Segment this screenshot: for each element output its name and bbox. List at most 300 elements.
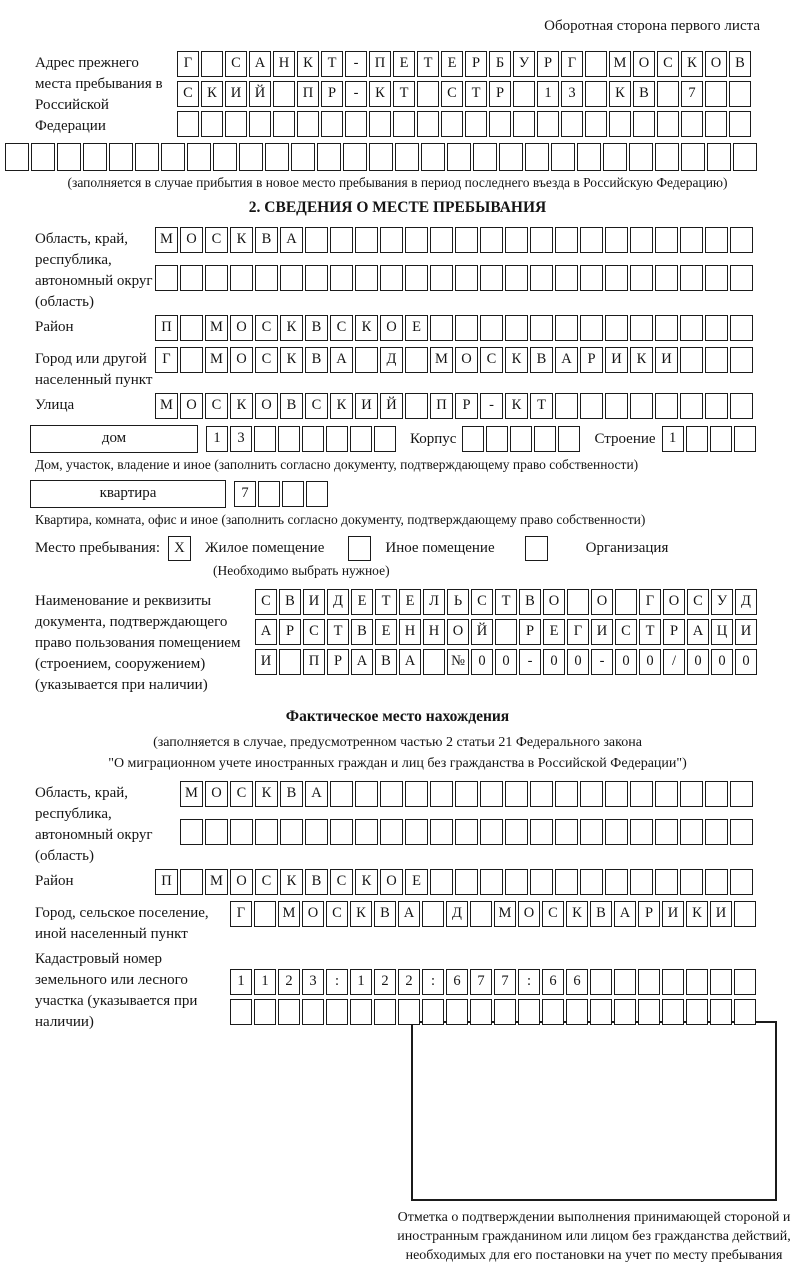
korpus-cells	[462, 426, 582, 452]
region-label: Область, край, республика, автономный округ (область)	[35, 231, 153, 310]
char-cell: А	[351, 649, 373, 675]
char-cell: П	[303, 649, 325, 675]
char-cell: М	[205, 869, 228, 895]
char-cell	[705, 227, 728, 253]
char-cell: О	[380, 869, 403, 895]
house-caption: Дом, участок, владение и иное (заполнить согласно документу, подтверждающему право собственности)	[35, 457, 639, 472]
actual-region-field	[35, 781, 760, 867]
char-cell: Н	[423, 619, 445, 645]
char-cell: 1	[254, 969, 276, 995]
char-cell	[489, 111, 511, 137]
char-cell	[705, 81, 727, 107]
char-cell	[505, 265, 528, 291]
char-cell: М	[494, 901, 516, 927]
char-cell	[734, 901, 756, 927]
char-cell: Д	[380, 347, 403, 373]
char-cell	[555, 227, 578, 253]
document-field	[35, 589, 760, 696]
char-cell: Н	[273, 51, 295, 77]
char-cell: В	[279, 589, 301, 615]
char-cell: В	[519, 589, 541, 615]
char-cell	[655, 393, 678, 419]
char-cell	[518, 999, 540, 1025]
char-cell	[686, 999, 708, 1025]
char-cell: 6	[566, 969, 588, 995]
char-cell	[633, 111, 655, 137]
char-cell	[614, 969, 636, 995]
char-cell: Р	[327, 649, 349, 675]
char-cell: О	[705, 51, 727, 77]
char-cell	[580, 227, 603, 253]
char-cell	[177, 111, 199, 137]
char-cell: -	[591, 649, 613, 675]
char-cell	[680, 265, 703, 291]
char-cell	[255, 819, 278, 845]
char-cell: В	[374, 901, 396, 927]
char-cell	[135, 143, 159, 171]
char-cell	[345, 111, 367, 137]
char-cell	[249, 111, 271, 137]
char-cell: К	[681, 51, 703, 77]
char-cell	[273, 111, 295, 137]
char-cell	[455, 781, 478, 807]
char-cell: 7	[494, 969, 516, 995]
char-cell	[480, 265, 503, 291]
char-cell	[590, 969, 612, 995]
char-cell	[537, 111, 559, 137]
char-cell	[355, 347, 378, 373]
char-cell: А	[399, 649, 421, 675]
char-cell	[355, 227, 378, 253]
char-cell	[230, 265, 253, 291]
char-cell: В	[280, 393, 303, 419]
char-cell	[630, 819, 653, 845]
char-cell	[729, 111, 751, 137]
char-cell: П	[155, 315, 178, 341]
char-cell: Р	[663, 619, 685, 645]
char-cell: Ь	[447, 589, 469, 615]
char-cell	[480, 819, 503, 845]
char-cell: М	[205, 347, 228, 373]
char-cell: С	[230, 781, 253, 807]
char-cell: П	[369, 51, 391, 77]
char-cell	[430, 869, 453, 895]
char-cell: О	[230, 869, 253, 895]
char-cell	[486, 426, 508, 452]
char-cell: С	[205, 393, 228, 419]
document-row-2	[255, 619, 760, 645]
char-cell: Й	[249, 81, 271, 107]
stamp-area	[390, 1021, 798, 1265]
char-cell: В	[375, 649, 397, 675]
char-cell: Р	[465, 51, 487, 77]
char-cell: В	[530, 347, 553, 373]
char-cell	[530, 265, 553, 291]
char-cell	[580, 819, 603, 845]
char-cell	[681, 111, 703, 137]
city-field	[35, 347, 760, 391]
char-cell: К	[230, 227, 253, 253]
char-cell: 0	[711, 649, 733, 675]
city-row	[155, 347, 760, 373]
char-cell: Г	[230, 901, 252, 927]
prev-address-row-4	[5, 143, 760, 171]
char-cell: И	[710, 901, 732, 927]
char-cell	[265, 143, 289, 171]
char-cell	[662, 999, 684, 1025]
char-cell: 1	[206, 426, 228, 452]
street-label: Улица	[35, 397, 75, 413]
char-cell	[417, 111, 439, 137]
actual-district-row	[155, 869, 760, 895]
char-cell: С	[305, 393, 328, 419]
char-cell: О	[255, 393, 278, 419]
char-cell: 6	[542, 969, 564, 995]
char-cell: И	[355, 393, 378, 419]
char-cell: М	[155, 393, 178, 419]
char-cell	[705, 781, 728, 807]
char-cell	[239, 143, 263, 171]
char-cell: П	[155, 869, 178, 895]
char-cell: Т	[465, 81, 487, 107]
char-cell: О	[455, 347, 478, 373]
stay-type-hint: (Необходимо выбрать нужное)	[213, 563, 390, 578]
char-cell	[330, 781, 353, 807]
actual-location-caption-1: (заполняется в случае, предусмотренном частью 2 статьи 21 Федерального закона	[153, 735, 642, 750]
char-cell: К	[566, 901, 588, 927]
char-cell: С	[255, 869, 278, 895]
char-cell: С	[303, 619, 325, 645]
char-cell	[430, 315, 453, 341]
char-cell	[629, 143, 653, 171]
char-cell	[317, 143, 341, 171]
char-cell: 0	[687, 649, 709, 675]
char-cell: А	[614, 901, 636, 927]
char-cell: 0	[735, 649, 757, 675]
char-cell: А	[555, 347, 578, 373]
char-cell	[5, 143, 29, 171]
char-cell: А	[305, 781, 328, 807]
char-cell: Г	[177, 51, 199, 77]
char-cell: :	[518, 969, 540, 995]
char-cell: Д	[446, 901, 468, 927]
char-cell: 3	[561, 81, 583, 107]
char-cell: 1	[662, 426, 684, 452]
char-cell: Т	[417, 51, 439, 77]
char-cell	[423, 649, 445, 675]
char-cell	[530, 781, 553, 807]
char-cell: К	[630, 347, 653, 373]
char-cell	[330, 227, 353, 253]
char-cell	[343, 143, 367, 171]
char-cell	[605, 265, 628, 291]
char-cell: К	[230, 393, 253, 419]
char-cell: О	[230, 315, 253, 341]
char-cell	[499, 143, 523, 171]
char-cell: А	[255, 619, 277, 645]
prev-address-caption: (заполняется в случае прибытия в новое место пребывания в период последнего въезда в Российскую Федерацию)	[67, 175, 728, 190]
char-cell	[555, 393, 578, 419]
char-cell	[455, 265, 478, 291]
char-cell: В	[590, 901, 612, 927]
char-cell: С	[480, 347, 503, 373]
char-cell: Е	[399, 589, 421, 615]
char-cell: М	[180, 781, 203, 807]
actual-location-title: Фактическое место нахождения	[285, 708, 510, 725]
char-cell: Е	[375, 619, 397, 645]
char-cell	[355, 781, 378, 807]
char-cell	[201, 51, 223, 77]
char-cell: Е	[405, 315, 428, 341]
char-cell	[657, 81, 679, 107]
char-cell	[605, 781, 628, 807]
char-cell	[273, 81, 295, 107]
char-cell: И	[655, 347, 678, 373]
char-cell	[534, 426, 556, 452]
actual-region-row-2	[180, 819, 760, 845]
char-cell	[566, 999, 588, 1025]
char-cell: О	[302, 901, 324, 927]
char-cell	[680, 347, 703, 373]
char-cell: О	[205, 781, 228, 807]
region-row-2	[155, 265, 760, 291]
char-cell: М	[430, 347, 453, 373]
char-cell	[734, 999, 756, 1025]
char-cell: М	[155, 227, 178, 253]
document-label: Наименование и реквизиты документа, подтверждающего право пользования помещением (строением, сооружением) (указывается при наличии)	[35, 593, 241, 693]
city-label: Город или другой населенный пункт	[35, 351, 153, 388]
char-cell	[657, 111, 679, 137]
char-cell	[421, 143, 445, 171]
char-cell: И	[225, 81, 247, 107]
char-cell: А	[280, 227, 303, 253]
char-cell	[422, 999, 444, 1025]
char-cell	[422, 901, 444, 927]
char-cell: 0	[615, 649, 637, 675]
char-cell: Р	[537, 51, 559, 77]
char-cell: В	[305, 869, 328, 895]
char-cell	[630, 781, 653, 807]
char-cell	[603, 143, 627, 171]
char-cell: С	[326, 901, 348, 927]
char-cell	[730, 869, 753, 895]
char-cell: С	[471, 589, 493, 615]
char-cell: М	[278, 901, 300, 927]
char-cell	[57, 143, 81, 171]
char-cell	[567, 589, 589, 615]
char-cell: С	[255, 347, 278, 373]
char-cell	[580, 265, 603, 291]
char-cell	[585, 81, 607, 107]
char-cell: С	[225, 51, 247, 77]
char-cell: О	[518, 901, 540, 927]
char-cell	[302, 426, 324, 452]
char-cell: Е	[441, 51, 463, 77]
char-cell: В	[351, 619, 373, 645]
char-cell: И	[662, 901, 684, 927]
char-cell: 0	[567, 649, 589, 675]
char-cell	[380, 227, 403, 253]
stroenie-cells	[662, 426, 758, 452]
char-cell	[733, 143, 757, 171]
document-row-1	[255, 589, 760, 615]
char-cell	[729, 81, 751, 107]
char-cell: Р	[580, 347, 603, 373]
char-cell: К	[355, 315, 378, 341]
char-cell: И	[605, 347, 628, 373]
char-cell: 7	[470, 969, 492, 995]
char-cell	[680, 819, 703, 845]
char-cell: В	[280, 781, 303, 807]
char-cell: С	[205, 227, 228, 253]
char-cell: Т	[639, 619, 661, 645]
char-cell	[680, 781, 703, 807]
char-cell: Т	[375, 589, 397, 615]
char-cell	[297, 111, 319, 137]
char-cell	[558, 426, 580, 452]
char-cell	[462, 426, 484, 452]
char-cell	[680, 315, 703, 341]
char-cell: Р	[455, 393, 478, 419]
char-cell	[705, 819, 728, 845]
char-cell	[590, 999, 612, 1025]
char-cell	[580, 869, 603, 895]
char-cell	[542, 999, 564, 1025]
char-cell: С	[177, 81, 199, 107]
char-cell	[187, 143, 211, 171]
char-cell	[655, 869, 678, 895]
char-cell	[405, 393, 428, 419]
char-cell	[374, 426, 396, 452]
char-cell	[305, 227, 328, 253]
section2-title: 2. СВЕДЕНИЯ О МЕСТЕ ПРЕБЫВАНИЯ	[248, 199, 547, 216]
stamp-caption: Отметка о подтверждении выполнения принимающей стороной и иностранным гражданином или лицом без гражданства действий, необходимых для его постановки на учет по месту пребывания	[397, 1210, 791, 1263]
char-cell	[734, 426, 756, 452]
prev-address-label: Адрес прежнего места пребывания в Российской Федерации	[35, 55, 163, 134]
char-cell	[350, 999, 372, 1025]
char-cell: 1	[537, 81, 559, 107]
cadastre-field	[35, 947, 760, 1033]
checkbox-organizaciya	[525, 536, 548, 561]
char-cell	[180, 265, 203, 291]
char-cell	[430, 819, 453, 845]
char-cell	[279, 649, 301, 675]
char-cell: О	[380, 315, 403, 341]
char-cell: Л	[423, 589, 445, 615]
stamp-box	[411, 1021, 777, 1201]
char-cell	[705, 315, 728, 341]
char-cell: И	[303, 589, 325, 615]
char-cell	[369, 111, 391, 137]
char-cell	[254, 999, 276, 1025]
char-cell	[470, 999, 492, 1025]
char-cell	[83, 143, 107, 171]
char-cell: 3	[230, 426, 252, 452]
house-row	[30, 425, 760, 453]
char-cell	[655, 315, 678, 341]
char-cell	[255, 265, 278, 291]
char-cell: П	[297, 81, 319, 107]
char-cell	[655, 265, 678, 291]
apartment-box: квартира	[30, 480, 226, 508]
char-cell	[561, 111, 583, 137]
char-cell: О	[591, 589, 613, 615]
char-cell	[405, 819, 428, 845]
char-cell	[505, 819, 528, 845]
char-cell	[374, 999, 396, 1025]
char-cell	[585, 111, 607, 137]
char-cell: В	[305, 315, 328, 341]
char-cell	[705, 347, 728, 373]
char-cell	[605, 393, 628, 419]
char-cell	[730, 781, 753, 807]
char-cell	[455, 869, 478, 895]
char-cell: К	[255, 781, 278, 807]
char-cell: Г	[639, 589, 661, 615]
char-cell: 2	[398, 969, 420, 995]
char-cell	[380, 781, 403, 807]
char-cell	[555, 315, 578, 341]
document-row-3	[255, 649, 760, 675]
char-cell	[605, 819, 628, 845]
char-cell: А	[398, 901, 420, 927]
char-cell	[513, 111, 535, 137]
char-cell: Й	[471, 619, 493, 645]
char-cell	[258, 481, 280, 507]
char-cell	[291, 143, 315, 171]
char-cell	[655, 227, 678, 253]
char-cell	[505, 781, 528, 807]
char-cell	[710, 969, 732, 995]
cadastre-label: Кадастровый номер земельного или лесного участка (указывается при наличии)	[35, 951, 198, 1030]
option-organizaciya-label: Организация	[585, 540, 669, 556]
char-cell: У	[711, 589, 733, 615]
char-cell	[530, 227, 553, 253]
actual-region-row-1	[180, 781, 760, 807]
char-cell: Е	[351, 589, 373, 615]
char-cell	[710, 999, 732, 1025]
char-cell	[605, 869, 628, 895]
char-cell: С	[330, 315, 353, 341]
char-cell: К	[505, 347, 528, 373]
char-cell: Е	[543, 619, 565, 645]
char-cell: К	[280, 347, 303, 373]
char-cell	[638, 969, 660, 995]
char-cell	[180, 819, 203, 845]
char-cell	[278, 999, 300, 1025]
char-cell	[555, 819, 578, 845]
char-cell	[730, 265, 753, 291]
char-cell	[710, 426, 732, 452]
char-cell	[380, 265, 403, 291]
char-cell	[278, 426, 300, 452]
char-cell: Ц	[711, 619, 733, 645]
char-cell: И	[255, 649, 277, 675]
char-cell: У	[513, 51, 535, 77]
char-cell	[655, 781, 678, 807]
char-cell	[455, 227, 478, 253]
char-cell	[225, 111, 247, 137]
char-cell: С	[441, 81, 463, 107]
char-cell: Р	[638, 901, 660, 927]
char-cell: М	[609, 51, 631, 77]
char-cell: К	[369, 81, 391, 107]
char-cell	[213, 143, 237, 171]
char-cell	[109, 143, 133, 171]
char-cell	[513, 81, 535, 107]
char-cell	[480, 869, 503, 895]
char-cell: А	[687, 619, 709, 645]
